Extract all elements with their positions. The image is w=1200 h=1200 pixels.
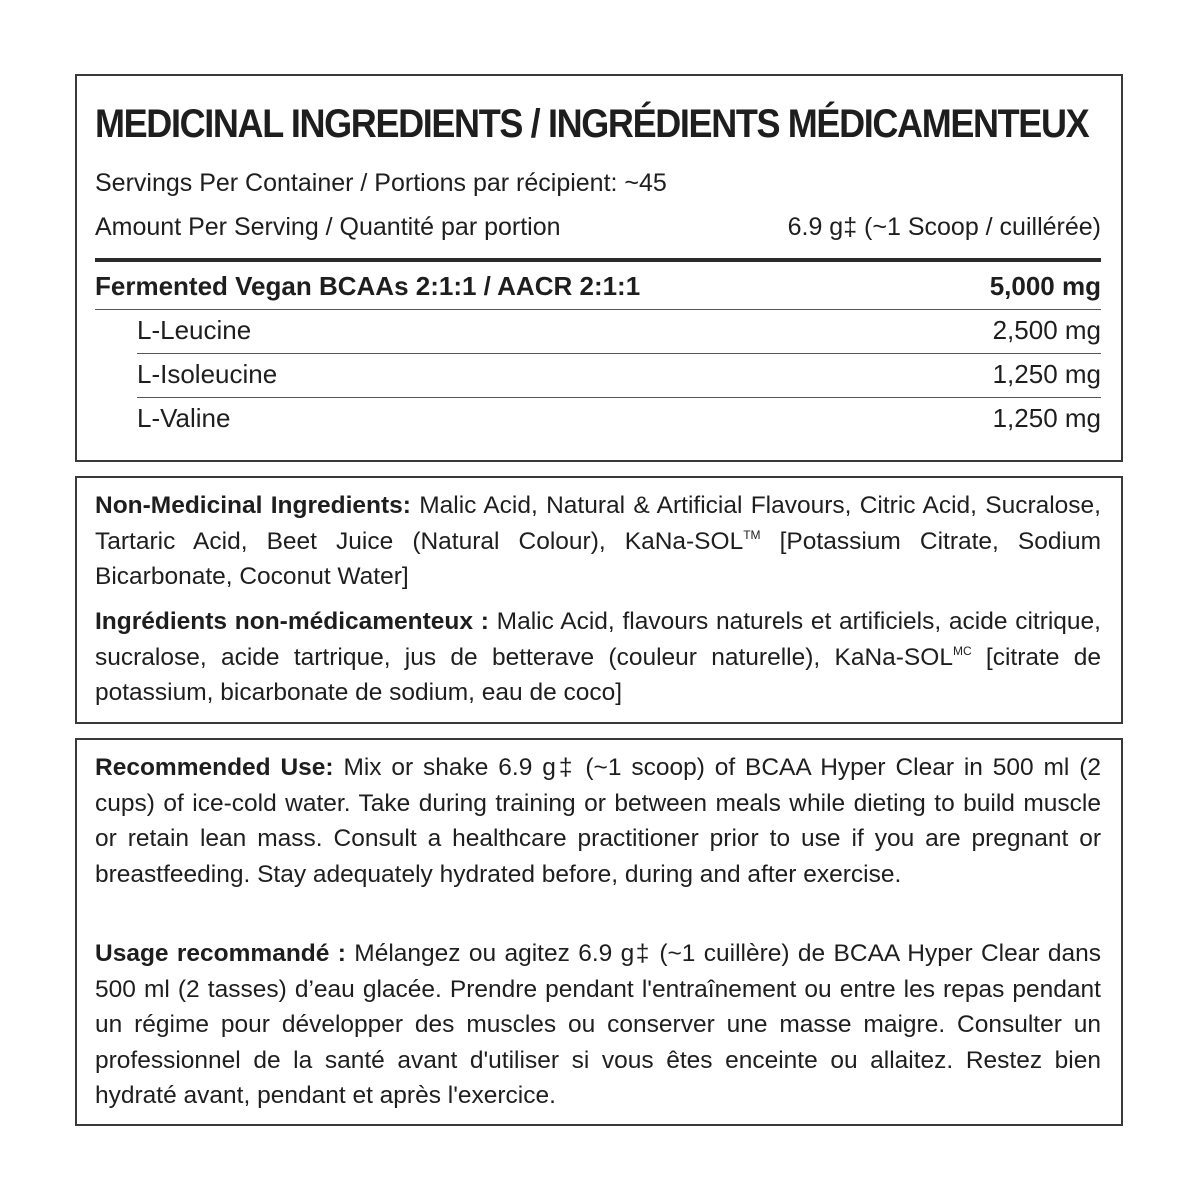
ingredient-amount: 2,500 mg xyxy=(992,315,1101,345)
recommended-use-french xyxy=(95,936,1101,1114)
amount-per-serving-row xyxy=(95,213,1101,242)
non-medicinal-french xyxy=(95,604,1101,711)
medicinal-ingredients-panel xyxy=(75,74,1123,462)
divider-thick xyxy=(95,258,1101,262)
ingredient-name: L-Leucine xyxy=(137,315,252,345)
trademark-mark-fr: MC xyxy=(952,643,972,658)
ingredient-amount: 1,250 mg xyxy=(992,403,1101,433)
ingredient-name: L-Valine xyxy=(137,403,231,433)
recommended-use-english xyxy=(95,750,1101,892)
non-medicinal-text-fr-2: [citrate de potassium, bicarbonate de sodium, eau de coco] xyxy=(95,643,1101,706)
non-medicinal-ingredients-panel xyxy=(75,476,1123,724)
amount-value: 6.9 g‡ (~1 Scoop / cuillérée) xyxy=(787,213,1101,241)
ingredient-amount: 1,250 mg xyxy=(992,359,1101,389)
ingredient-row-valine xyxy=(137,398,1101,442)
non-medicinal-label-fr: Ingrédients non-médicamenteux : xyxy=(95,608,489,635)
recommended-use-text-en: Mix or shake 6.9 g‡ (~1 scoop) of BCAA Hyper Clear in 500 ml (2 cups) of ice-cold water. Take during training or between meals while dieting to build muscle or retain lean mass. Consult a healthcare practitioner prior to use if you are pregnant or breastfeeding. Stay adequately hydrated before, during and after exercise. xyxy=(95,754,1101,888)
ingredient-name: Fermented Vegan BCAAs 2:1:1 / AACR 2:1:1 xyxy=(95,271,641,301)
ingredient-row-bcaa xyxy=(95,266,1101,310)
non-medicinal-label-en: Non-Medicinal Ingredients: xyxy=(95,492,411,519)
ingredient-row-leucine xyxy=(137,310,1101,354)
recommended-use-label-fr: Usage recommandé : xyxy=(95,940,346,967)
trademark-mark: TM xyxy=(743,527,761,542)
recommended-use-text-fr: Mélangez ou agitez 6.9 g‡ (~1 cuillère) de BCAA Hyper Clear dans 500 ml (2 tasses) d’eau glacée. Prendre pendant l'entraînement ou entre les repas pendant un régime pour développer des muscles ou conserver une masse maigre. Consulter un professionnel de la santé avant d'utiliser si vous êtes enceinte ou allaitez. Restez bien hydraté avant, pendant et après l'exercice. xyxy=(95,940,1101,1109)
amount-label: Amount Per Serving / Quantité par portion xyxy=(95,213,561,241)
servings-per-container: Servings Per Container / Portions par récipient: ~45 xyxy=(95,169,667,197)
recommended-use-label-en: Recommended Use: xyxy=(95,754,334,781)
non-medicinal-text-fr: Malic Acid, flavours naturels et artificiels, acide citrique, sucralose, acide tartrique, jus de betterave (couleur naturelle), KaNa-SOL xyxy=(95,608,1101,671)
ingredient-name: L-Isoleucine xyxy=(137,359,278,389)
non-medicinal-english xyxy=(95,488,1101,595)
non-medicinal-text-en-2: [Potassium Citrate, Sodium Bicarbonate, Coconut Water] xyxy=(95,527,1101,590)
panel-title: MEDICINAL INGREDIENTS / INGRÉDIENTS MÉDICAMENTEUX xyxy=(95,102,1089,146)
ingredient-row-isoleucine xyxy=(137,354,1101,398)
ingredient-amount: 5,000 mg xyxy=(989,271,1101,301)
recommended-use-panel xyxy=(75,738,1123,1126)
non-medicinal-text-en: Malic Acid, Natural & Artificial Flavours, Citric Acid, Sucralose, Tartaric Acid, Beet Juice (Natural Colour), KaNa-SOL xyxy=(95,492,1101,555)
